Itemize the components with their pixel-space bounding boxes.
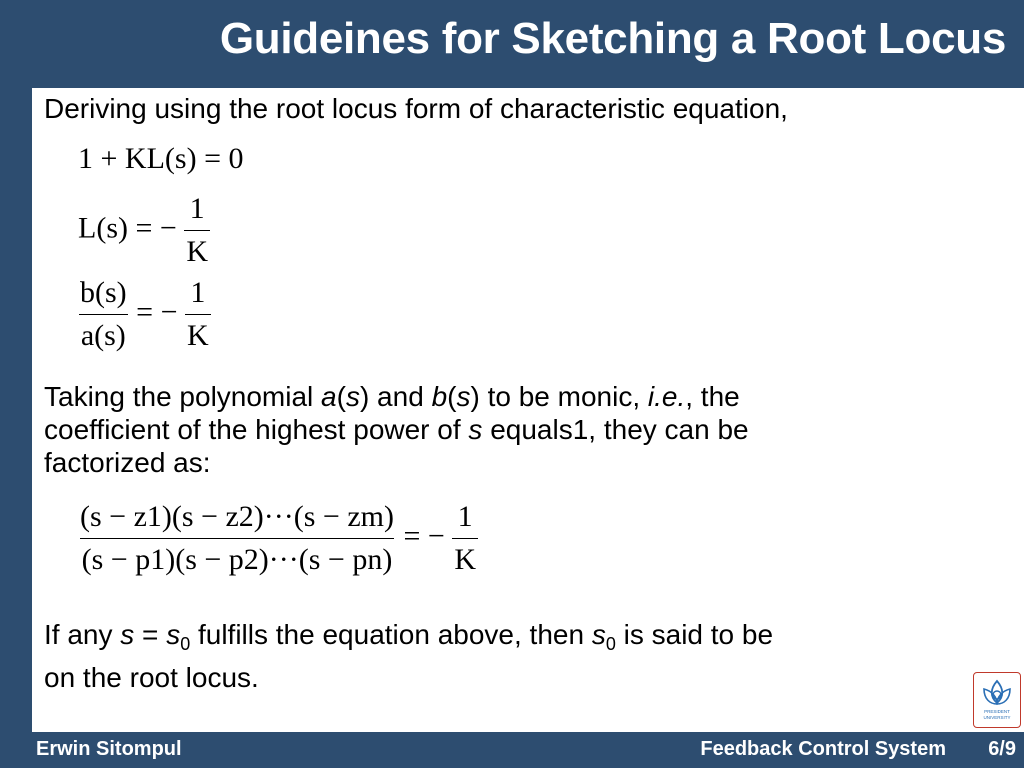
ie-abbrev: i.e. (647, 381, 686, 412)
symbol-s: s (468, 414, 483, 445)
text-run: If any (44, 619, 121, 650)
text-run: fulfills the equation above, then (190, 619, 592, 650)
text-run: Taking the polynomial (44, 381, 322, 412)
equation-factorized (78, 500, 478, 577)
conclusion-paragraph (44, 618, 773, 694)
fraction-numerator: b(s) (80, 276, 127, 309)
footer-page-number: 6/9 (988, 738, 1016, 760)
text-run: ( (447, 381, 457, 412)
symbol-b: b (431, 381, 448, 412)
text-run: ( (336, 381, 346, 412)
text-run: on the root locus. (44, 662, 259, 693)
equals-minus: = − (403, 519, 445, 553)
footer-author: Erwin Sitompul (36, 738, 182, 760)
text-run: ) to be monic, (470, 381, 648, 412)
intro-text: Deriving using the root locus form of characteristic equation, (44, 93, 788, 124)
equation-L-lhs: L(s) = − (78, 211, 177, 245)
fraction-numerator: 1 (190, 276, 206, 309)
fraction-denominator: K (184, 230, 210, 269)
fraction-one-over-K (185, 276, 211, 353)
symbol-a: a (321, 381, 337, 412)
text-run: ) and (359, 381, 432, 412)
lotus-emblem-icon (974, 673, 1020, 727)
text-run: , the (685, 381, 740, 412)
symbol-s: s (345, 381, 360, 412)
text-run: equals1, they can be (482, 414, 749, 445)
fraction-denominator: K (452, 538, 478, 577)
fraction-one-over-K (184, 192, 210, 269)
monic-paragraph (44, 380, 749, 479)
fraction-denominator: a(s) (79, 314, 128, 353)
poles-product: (s − p1)(s − p2)···(s − pn) (80, 538, 395, 577)
symbol-s: s (166, 619, 181, 650)
fraction-denominator: K (185, 314, 211, 353)
subscript-zero: 0 (180, 634, 191, 654)
footer-course: Feedback Control System (700, 738, 946, 760)
symbol-s: s (120, 619, 135, 650)
equation-characteristic (78, 142, 243, 176)
symbol-s: s (591, 619, 606, 650)
fraction-numerator: 1 (189, 192, 205, 225)
fraction-b-over-a (78, 276, 129, 353)
text-run: factorized as: (44, 447, 211, 478)
equation-L-of-s (78, 192, 210, 269)
equation-characteristic-text: 1 + KL(s) = 0 (78, 142, 244, 175)
zeros-product: (s − z1)(s − z2)···(s − zm) (80, 500, 394, 533)
university-logo-icon (973, 672, 1021, 728)
text-run: coefficient of the highest power of (44, 414, 469, 445)
title-bar (0, 0, 1024, 88)
slide-content (32, 88, 1024, 732)
subscript-zero: 0 (605, 634, 616, 654)
footer-bar (0, 732, 1024, 768)
fraction-one-over-K (452, 500, 478, 577)
equation-b-over-a (78, 276, 211, 353)
equals-minus: = − (136, 295, 178, 329)
fraction-zeros-over-poles (78, 500, 396, 577)
text-run: = (134, 619, 167, 650)
logo-text-2: UNIVERSITY (983, 715, 1011, 720)
text-run: is said to be (615, 619, 774, 650)
logo-text-1: PRESIDENT (984, 709, 1010, 714)
slide-title: Guideines for Sketching a Root Locus (219, 14, 1006, 63)
fraction-numerator: 1 (457, 500, 473, 533)
symbol-s: s (456, 381, 471, 412)
